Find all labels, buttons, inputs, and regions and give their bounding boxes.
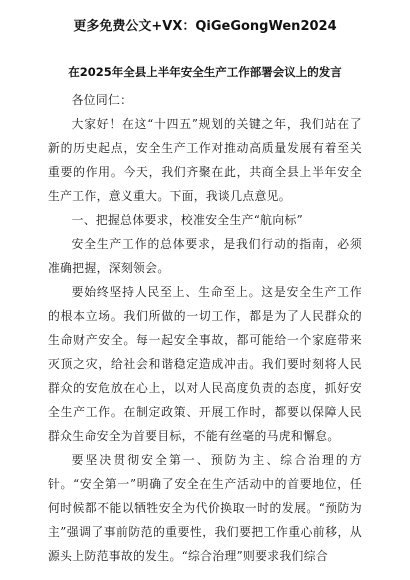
paragraph-requirements: 安全生产工作的总体要求，是我们行动的指南，必须准确把握，深刻领会。 xyxy=(48,237,362,275)
document-title: 在2025年全县上半年安全生产工作部署会议上的发言 xyxy=(68,65,342,79)
paragraph-safety-policy: 要坚决贯彻安全第一、预防为主、综合治理的方针。“安全第一”明确了安全在生产活动中的首要地位，任何时候都不能以牺牲安全为代价换取一时的发展。“预防为主”强调了事前防范的重要性，我们要把工作重心前移，从源头上防范事故的发生。“综合治理”则要求我们综合 xyxy=(48,453,362,563)
section-heading: 一、把握总体要求，校准安全生产“航向标” xyxy=(71,213,304,227)
salutation: 各位同仁： xyxy=(71,93,133,107)
paragraph-people-first: 要始终坚持人民至上、生命至上。这是安全生产工作的根本立场。我们所做的一切工作，都是为了人民群众的生命财产安全。每一起安全事故，都可能给一个家庭带来灭顶之灾，给社会和谐稳定造成冲击。我们要时刻将人民群众的安危放在心上，以对人民高度负责的态度，抓好安全生产工作。在制定政策、开展工作时，都要以保障人民群众生命安全为首要目标，不能有丝毫的马虎和懈怠。 xyxy=(48,285,362,443)
paragraph-opening: 大家好！在这“十四五”规划的关键之年，我们站在了新的历史起点，安全生产工作对推动高质量发展有着至关重要的作用。今天，我们齐聚在此，共商全县上半年安全生产工作，意义重大。下面，我谈几点意见。 xyxy=(48,117,362,203)
promo-banner: 更多免费公文+VX：QiGeGongWen2024 xyxy=(73,19,337,34)
